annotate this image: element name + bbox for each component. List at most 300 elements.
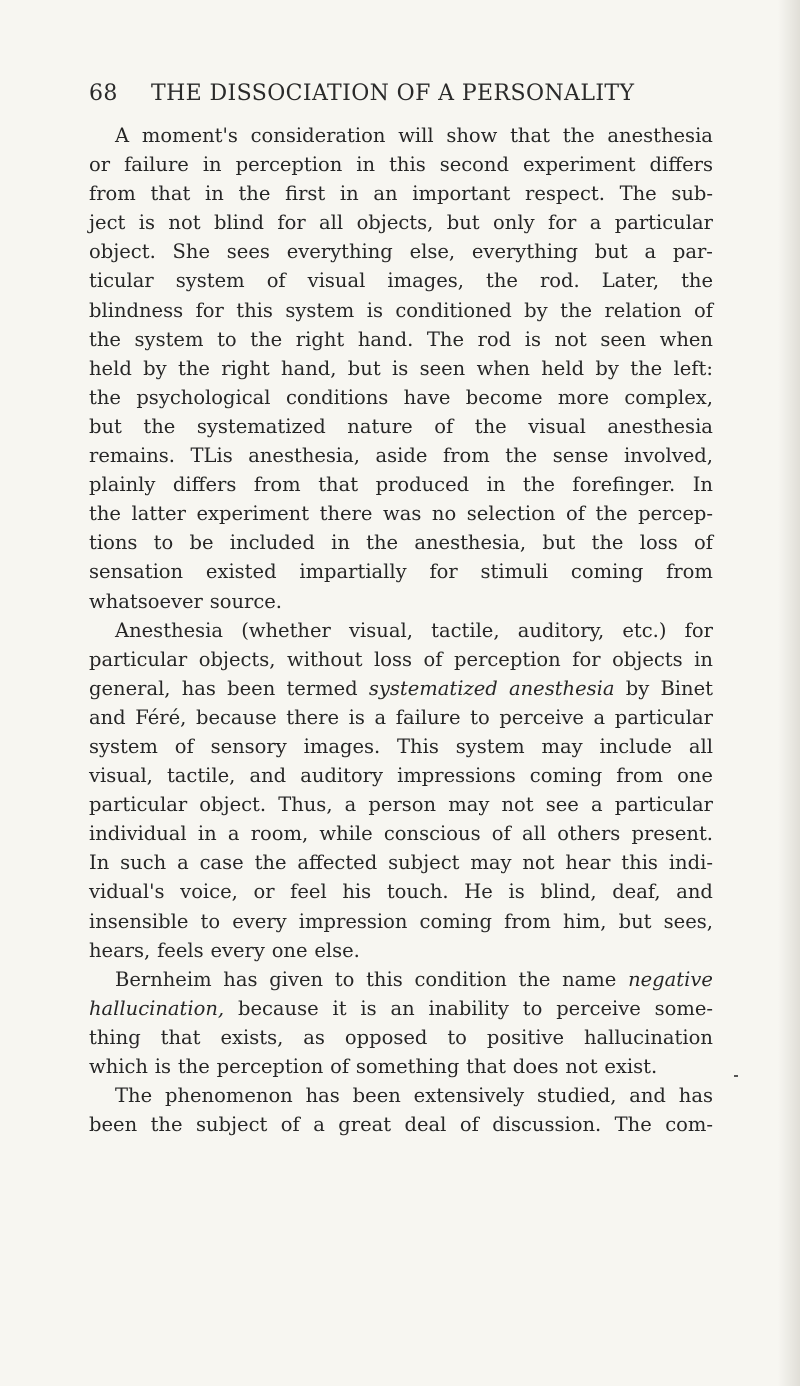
word: blind, [540, 880, 597, 904]
word: failure [124, 153, 189, 177]
word: systematized [196, 414, 326, 438]
word: coming [570, 560, 644, 584]
word: objects, [198, 647, 276, 671]
word: show [446, 124, 498, 147]
text-line [89, 761, 713, 790]
word: experiment [522, 153, 636, 177]
word: system [455, 734, 525, 758]
word: systematized [368, 676, 498, 700]
word: not [554, 327, 587, 351]
word: She [172, 240, 211, 264]
word: images, [387, 269, 464, 293]
word: is [392, 356, 409, 380]
word: is [348, 705, 365, 729]
word: is [524, 327, 542, 351]
word: perception [216, 1055, 324, 1078]
word: room, [250, 822, 309, 846]
word: object. [89, 240, 156, 264]
word: in [204, 182, 224, 206]
word: positive [486, 1025, 564, 1049]
word: discussion. [492, 1113, 602, 1137]
word: held [89, 356, 132, 380]
word: that [318, 473, 359, 497]
text-line [89, 325, 713, 354]
word: anesthesia [508, 676, 615, 700]
word: relation [604, 298, 682, 322]
word: everything [471, 240, 578, 264]
word: the [238, 182, 271, 206]
word: see [545, 793, 579, 817]
text-line [89, 674, 713, 703]
page-number: 68 [89, 81, 118, 106]
word: percep- [638, 502, 713, 526]
word: images. [303, 734, 381, 758]
word: seen [600, 327, 647, 351]
text-line [89, 296, 713, 325]
word: forefinger. [572, 473, 676, 497]
word: to [447, 1025, 467, 1049]
word: this [366, 967, 403, 991]
word: become [465, 385, 543, 409]
word: blind [213, 211, 264, 235]
word: name [562, 967, 617, 991]
word: by [595, 356, 619, 380]
word: hears, [89, 938, 151, 962]
word: involved, [623, 444, 713, 468]
word: will [398, 124, 434, 147]
word: hear [565, 851, 611, 875]
word: negative [628, 967, 713, 991]
word: the [143, 414, 176, 438]
text-line [89, 383, 713, 412]
word: differs [172, 473, 237, 497]
word: his [342, 880, 372, 904]
text-line [89, 790, 713, 819]
word: the [474, 414, 507, 438]
word: nature [347, 414, 413, 438]
word: sub- [671, 182, 713, 206]
word: the [177, 1055, 210, 1078]
word: The [614, 1113, 652, 1137]
word: impression [298, 909, 408, 933]
word: because [237, 996, 319, 1020]
word: in [197, 822, 217, 846]
word: a [344, 793, 357, 817]
word: touch. [386, 880, 449, 904]
word: of [174, 734, 194, 758]
word: conscious [383, 822, 481, 846]
word: insensible [89, 909, 189, 933]
word: case [199, 851, 244, 875]
word: for [277, 211, 306, 235]
word: anesthesia, [248, 444, 360, 468]
word: not [565, 1055, 598, 1078]
word: termed [286, 676, 358, 700]
word: sensory [210, 734, 287, 758]
text-line [89, 645, 713, 674]
text-line [89, 819, 713, 848]
word: left: [673, 356, 713, 380]
word: but [89, 414, 122, 438]
word: moment's [141, 124, 238, 147]
word: has [305, 1084, 340, 1108]
word: A [115, 124, 130, 147]
word: all [521, 822, 547, 846]
word: Thus, [278, 793, 333, 817]
word: particular [89, 647, 188, 671]
word: In [89, 851, 110, 875]
word: and [249, 764, 287, 788]
word: is [366, 298, 383, 322]
word: Anesthesia [115, 618, 223, 642]
word: phenomenon [164, 1084, 293, 1108]
word: and [89, 705, 126, 729]
running-header [89, 81, 709, 106]
word: (whether [241, 618, 331, 642]
word: without [287, 647, 363, 671]
word: from [253, 473, 301, 497]
word: the [89, 385, 121, 409]
word: include [599, 734, 672, 758]
word: anesthesia [607, 414, 713, 438]
word: or [253, 880, 275, 904]
word: selection [466, 502, 556, 526]
word: an [390, 996, 415, 1020]
word: such [120, 851, 167, 875]
word: when [659, 327, 713, 351]
text-line [89, 1110, 713, 1139]
word: right [221, 356, 270, 380]
word: existed [205, 560, 277, 584]
word: the [150, 1113, 183, 1137]
word: but [594, 240, 628, 264]
body-text [89, 121, 713, 1139]
text-line [89, 732, 713, 761]
word: sees, [663, 909, 713, 933]
word: as [303, 1025, 325, 1049]
word: have [403, 385, 451, 409]
word: Binet [660, 676, 713, 700]
word: may [470, 851, 512, 875]
word: some- [654, 996, 713, 1020]
word: this [389, 153, 426, 177]
text-line [89, 1052, 713, 1081]
word: from [89, 182, 136, 206]
word: exist. [604, 1055, 658, 1078]
word: the [630, 356, 663, 380]
word: particular [89, 793, 188, 817]
word: the [560, 298, 593, 322]
text-line [89, 616, 713, 645]
word: subject [388, 851, 460, 875]
word: of [566, 502, 585, 526]
text-line [89, 1081, 713, 1110]
word: consideration [250, 124, 386, 147]
word: experiment [196, 502, 310, 526]
word: to [470, 705, 490, 729]
text-line [89, 354, 713, 383]
word: more [557, 385, 609, 409]
word: individual [89, 822, 187, 846]
text-line [89, 557, 713, 586]
word: The [619, 182, 657, 206]
word: visual, [349, 618, 413, 642]
word: but [618, 909, 652, 933]
word: first [285, 182, 326, 206]
word: affected [297, 851, 378, 875]
word: but [446, 211, 480, 235]
word: TLis [190, 444, 233, 468]
word: else, [409, 240, 456, 264]
word: the [681, 269, 713, 293]
word: of [694, 298, 713, 322]
word: all [688, 734, 713, 758]
word: a [590, 793, 603, 817]
word: coming [419, 909, 492, 933]
word: by [143, 356, 167, 380]
word: perception [454, 647, 561, 671]
word: system [285, 298, 355, 322]
word: ticular [89, 269, 154, 293]
word: of [491, 822, 511, 846]
word: the [177, 356, 210, 380]
word: right [295, 327, 345, 351]
word: a [593, 705, 606, 729]
word: everything [286, 240, 393, 264]
word: only [493, 211, 535, 235]
word: hallucination [583, 1025, 713, 1049]
word: In [692, 473, 713, 497]
word: in [486, 473, 506, 497]
word: but [542, 531, 576, 555]
word: produced [375, 473, 470, 497]
word: that [150, 182, 191, 206]
word: ject [89, 211, 126, 235]
page-edge-shadow [778, 0, 800, 1386]
word: or [89, 153, 111, 177]
word: to [522, 996, 543, 1020]
word: that [466, 1055, 506, 1078]
word: auditory, [517, 618, 605, 642]
word: differs [649, 153, 713, 177]
word: the [505, 444, 538, 468]
word: is [360, 996, 377, 1020]
word: opposed [344, 1025, 428, 1049]
word: psychological [136, 385, 271, 409]
word: present. [631, 822, 713, 846]
word: has [678, 1084, 713, 1108]
text-line [89, 266, 713, 295]
word: it [332, 996, 347, 1020]
text-line [89, 528, 713, 557]
word: etc.) [622, 618, 667, 642]
word: is [154, 1055, 172, 1078]
text-line [89, 848, 713, 877]
word: no [431, 502, 457, 526]
word: Féré, [135, 705, 187, 729]
word: is [508, 880, 525, 904]
word: par- [672, 240, 713, 264]
word: tions [89, 531, 138, 555]
word: by [524, 298, 548, 322]
text-line [89, 877, 713, 906]
word: remains. [89, 444, 175, 468]
word: impressions [397, 764, 516, 788]
word: person [368, 793, 437, 817]
word: com- [665, 1113, 713, 1137]
word: from [442, 444, 490, 468]
word: a [644, 240, 657, 264]
word: in [331, 531, 350, 555]
word: the [595, 502, 628, 526]
word: not [501, 793, 534, 817]
word: source. [209, 589, 282, 613]
word: of [280, 1113, 300, 1137]
word: a [313, 1113, 325, 1137]
text-line [89, 907, 713, 936]
text-line [89, 936, 713, 965]
word: every [232, 909, 287, 933]
word: may [448, 793, 490, 817]
word: for [684, 618, 713, 642]
word: of [459, 1113, 479, 1137]
word: seen [419, 356, 466, 380]
word: particular [614, 705, 713, 729]
text-line [89, 499, 713, 528]
word: one [677, 764, 713, 788]
word: the [562, 124, 595, 147]
word: and [629, 1084, 666, 1108]
word: to [153, 531, 174, 555]
word: from [616, 764, 664, 788]
word: while [319, 822, 373, 846]
word: because [195, 705, 277, 729]
word: impartially [299, 560, 407, 584]
word: particular [614, 793, 713, 817]
word: hand. [357, 327, 414, 351]
word: the [518, 967, 551, 991]
word: hallucination, [89, 996, 225, 1020]
word: which [89, 1055, 148, 1078]
word: stimuli [480, 560, 549, 584]
word: The [115, 1084, 153, 1108]
word: from [504, 909, 551, 933]
word: of [434, 414, 454, 438]
word: given [269, 967, 324, 991]
word: rod. [539, 269, 580, 293]
word: object. [199, 793, 267, 817]
word: of [266, 269, 286, 293]
word: anesthesia [607, 124, 713, 147]
word: was [383, 502, 422, 526]
word: in [202, 153, 222, 177]
word: does [512, 1055, 559, 1078]
word: hand, [281, 356, 337, 380]
word: been [227, 676, 276, 700]
word: been [89, 1113, 138, 1137]
word: has [223, 967, 258, 991]
word: not [522, 851, 555, 875]
word: system [175, 269, 245, 293]
word: has [181, 676, 216, 700]
word: in [356, 153, 376, 177]
word: the [591, 531, 624, 555]
text-line [89, 412, 713, 441]
word: conditions [285, 385, 389, 409]
text-line [89, 121, 713, 150]
word: there [286, 705, 340, 729]
word: general, [89, 676, 171, 700]
word: This [397, 734, 439, 758]
word: exists, [220, 1025, 284, 1049]
text-line [89, 208, 713, 237]
word: for [572, 647, 601, 671]
word: may [541, 734, 583, 758]
word: extensively [413, 1084, 525, 1108]
word: vidual's [89, 880, 165, 904]
text-line [89, 994, 713, 1023]
word: others [557, 822, 621, 846]
text-line [89, 470, 713, 499]
text-line [89, 1023, 713, 1052]
word: tactile, [166, 764, 236, 788]
word: respect. [525, 182, 605, 206]
word: a [177, 851, 189, 875]
word: voice, [180, 880, 238, 904]
word: complex, [624, 385, 713, 409]
word: latter [131, 502, 186, 526]
text-line [89, 179, 713, 208]
word: a [589, 211, 602, 235]
word: when [476, 356, 530, 380]
word: studied, [537, 1084, 617, 1108]
word: feel [290, 880, 327, 904]
word: every [210, 938, 265, 962]
word: sensation [89, 560, 184, 584]
word: plainly [89, 473, 156, 497]
word: is [138, 211, 155, 235]
word: failure [395, 705, 461, 729]
word: all [319, 211, 344, 235]
word: thing [89, 1025, 141, 1049]
word: the [89, 502, 121, 526]
word: visual, [89, 764, 153, 788]
word: by [625, 676, 650, 700]
word: not [168, 211, 201, 235]
word: to [217, 327, 237, 351]
word: perceive [499, 705, 584, 729]
word: subject [195, 1113, 268, 1137]
word: and [676, 880, 713, 904]
word: perception [235, 153, 343, 177]
word: conditioned [395, 298, 512, 322]
word: perceive [556, 996, 641, 1020]
word: there [319, 502, 373, 526]
word: this [621, 851, 658, 875]
word: sense [552, 444, 609, 468]
word: of [423, 647, 443, 671]
word: tactile, [431, 618, 500, 642]
word: important [412, 182, 511, 206]
word: He [464, 880, 493, 904]
text-line [89, 587, 713, 616]
word: coming [529, 764, 603, 788]
word: but [347, 356, 381, 380]
text-line [89, 237, 713, 266]
word: indi- [668, 851, 713, 875]
word: deaf, [612, 880, 661, 904]
word: a [227, 822, 240, 846]
